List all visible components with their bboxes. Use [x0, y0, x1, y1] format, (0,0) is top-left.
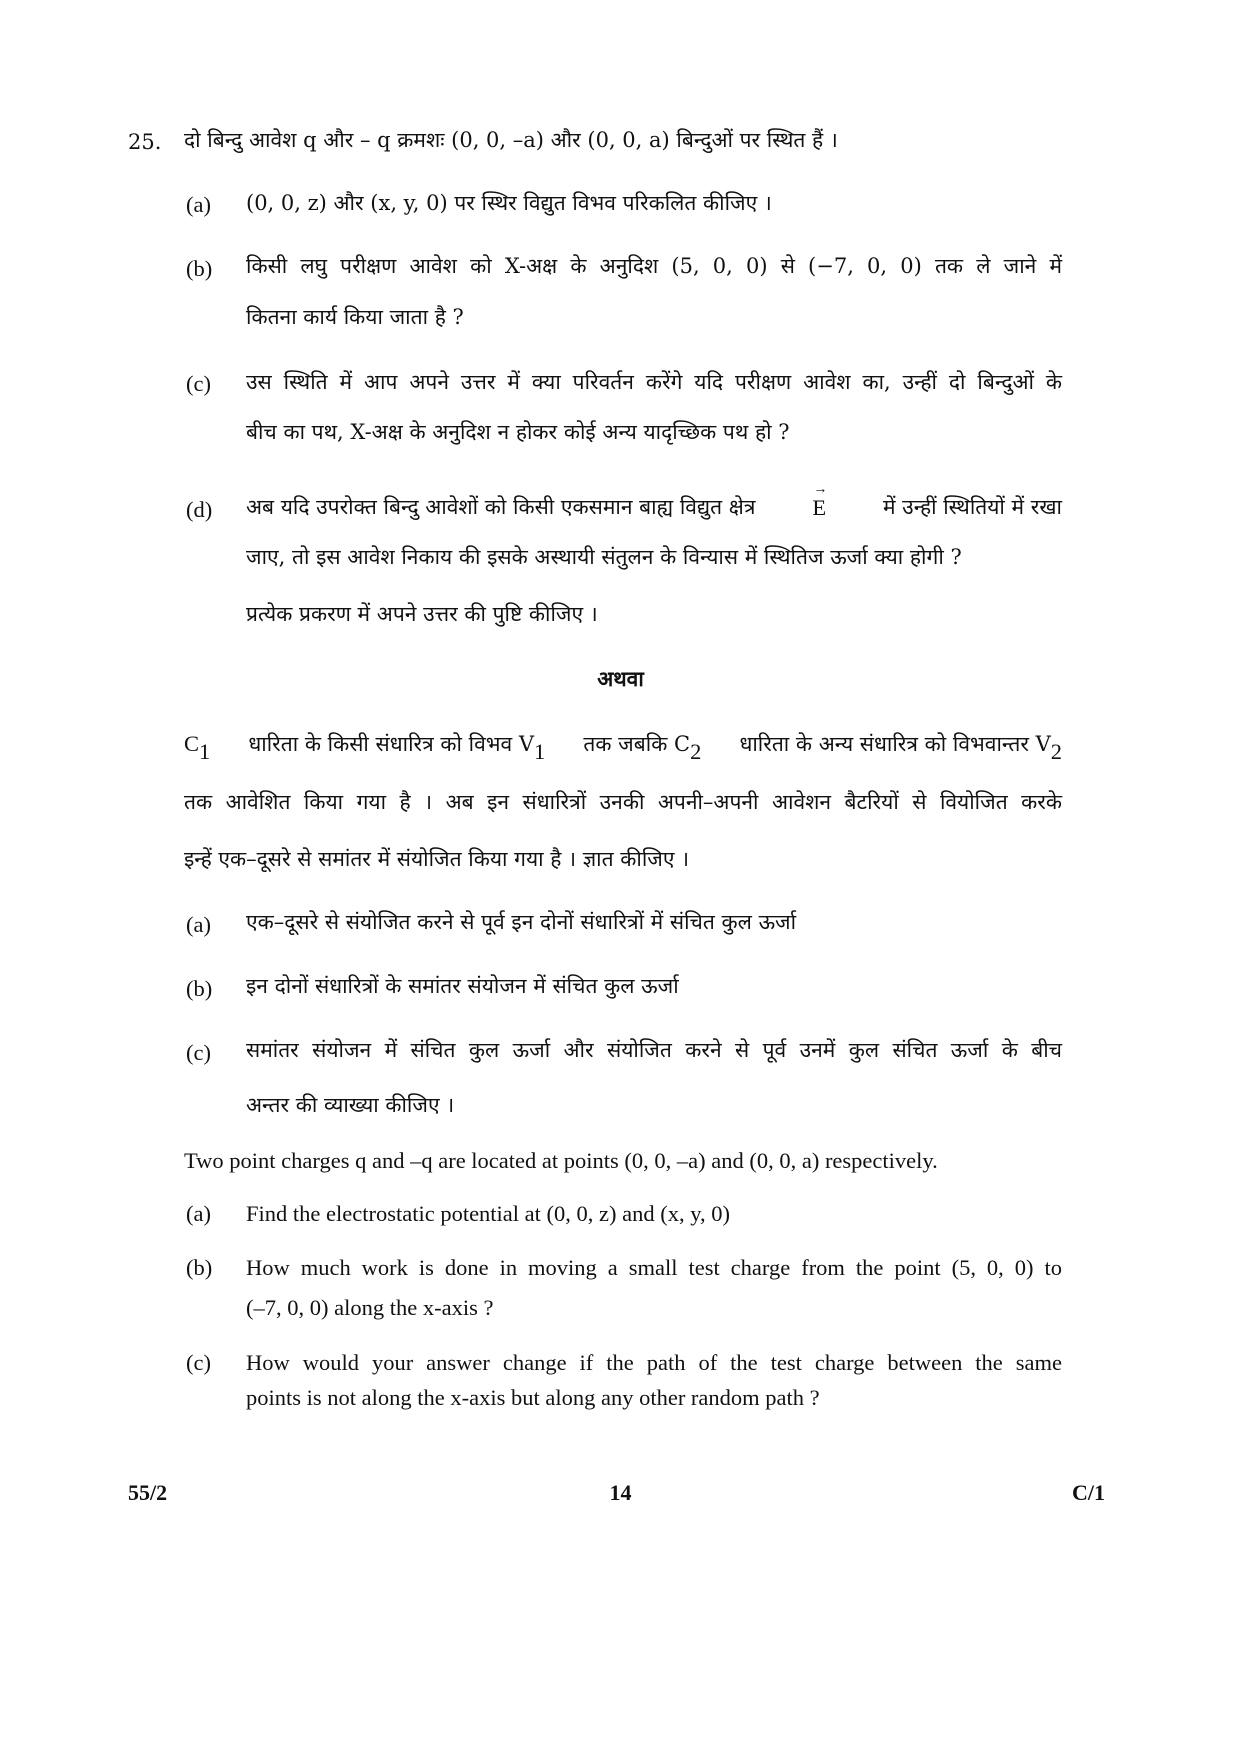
- or-heading: अथवा: [597, 666, 644, 691]
- hindi-part-d-line1-after: में उन्हीं स्थितियों में रखा: [882, 495, 1062, 519]
- english-part-a-label: (a): [186, 1201, 211, 1226]
- alt-intro-line1: [184, 733, 1062, 763]
- hindi-part-c-line2: बीच का पथ, X-अक्ष के अनुदिश न होकर कोई अन्य यादृच्छिक पथ हो ?: [246, 420, 790, 444]
- footer-page-number: 14: [609, 1480, 632, 1505]
- footer-set-code: C/1: [1072, 1480, 1105, 1505]
- hindi-part-d-line1-before: अब यदि उपरोक्त बिन्दु आवेशों को किसी एकसमान बाह्य विद्युत क्षेत्र: [246, 495, 756, 519]
- alt-part-b-label: (b): [186, 976, 213, 1001]
- hindi-part-b-line1: किसी लघु परीक्षण आवेश को X-अक्ष के अनुदिश (5, 0, 0) से (−7, 0, 0) तक ले जाने में: [246, 254, 1062, 278]
- alt-part-c-line2: अन्तर की व्याख्या कीजिए ।: [246, 1093, 455, 1117]
- hindi-intro: दो बिन्दु आवेश q और – q क्रमशः (0, 0, –a) और (0, 0, a) बिन्दुओं पर स्थित हैं ।: [184, 128, 838, 152]
- alt-part-c-line1: समांतर संयोजन में संचित कुल ऊर्जा और संयोजित करने से पूर्व उनमें कुल संचित ऊर्जा के बीच: [246, 1038, 1062, 1062]
- alt-intro-line1-c1: $C_1$: [184, 731, 211, 764]
- hindi-part-d-label: (d): [186, 497, 213, 522]
- alt-part-c-label: (c): [186, 1040, 211, 1065]
- footer-paper-code: 55/2: [128, 1480, 168, 1505]
- english-part-b-line1: How much work is done in moving a small test charge from the point (5, 0, 0) to: [246, 1255, 1062, 1280]
- hindi-part-b-line2: कितना कार्य किया जाता है ?: [246, 305, 464, 329]
- hindi-part-d-line2: जाए, तो इस आवेश निकाय की इसके अस्थायी संतुलन के विन्यास में स्थितिज ऊर्जा क्या होगी ?: [246, 545, 962, 569]
- english-part-a-text: Find the electrostatic potential at (0, 0, z) and (x, y, 0): [246, 1201, 731, 1226]
- hindi-part-b-label: (b): [186, 256, 213, 281]
- hindi-part-a-text: (0, 0, z) और (x, y, 0) पर स्थिर विद्युत विभव परिकलित कीजिए ।: [246, 191, 772, 215]
- hindi-part-c-label: (c): [186, 371, 211, 396]
- alt-part-a-label: (a): [186, 912, 211, 937]
- alt-intro-line1-c2: तक जबकि $C_2$: [583, 732, 702, 764]
- english-part-b-line2: (–7, 0, 0) along the x-axis ?: [246, 1295, 494, 1320]
- hindi-part-d-line3: प्रत्येक प्रकरण में अपने उत्तर की पुष्टि कीजिए ।: [246, 602, 598, 626]
- alt-intro-line2: तक आवेशित किया गया है । अब इन संधारित्रों उनकी अपनी–अपनी आवेशन बैटरियों से वियोजित करके: [184, 790, 1062, 814]
- question-number: 25.: [128, 130, 162, 154]
- alt-part-b-text: इन दोनों संधारित्रों के समांतर संयोजन में संचित कुल ऊर्जा: [246, 974, 679, 998]
- english-intro: Two point charges q and –q are located at points (0, 0, –a) and (0, 0, a) respectively.: [184, 1148, 938, 1173]
- hindi-part-d-line1: [246, 497, 1062, 520]
- alt-intro-line1-v2: धारिता के अन्य संधारित्र को विभवान्तर $V_2$: [739, 732, 1062, 764]
- alt-intro-line1-v1: धारिता के किसी संधारित्र को विभव $V_1$: [248, 732, 546, 764]
- electric-field-vector-symbol: → E: [812, 497, 826, 520]
- english-part-c-label: (c): [186, 1350, 211, 1375]
- alt-part-a-text: एक–दूसरे से संयोजित करने से पूर्व इन दोनों संधारित्रों में संचित कुल ऊर्जा: [246, 910, 797, 934]
- english-part-b-label: (b): [186, 1255, 213, 1280]
- alt-intro-line3: इन्हें एक–दूसरे से समांतर में संयोजित किया गया है । ज्ञात कीजिए ।: [184, 847, 690, 871]
- hindi-part-c-line1: उस स्थिति में आप अपने उत्तर में क्या परिवर्तन करेंगे यदि परीक्षण आवेश का, उन्हीं दो बिन्दुओं के: [246, 370, 1062, 394]
- english-part-c-line2: points is not along the x-axis but along any other random path ?: [246, 1385, 820, 1410]
- english-part-c-line1: How would your answer change if the path of the test charge between the same: [246, 1350, 1062, 1375]
- hindi-part-a-label: (a): [186, 192, 211, 217]
